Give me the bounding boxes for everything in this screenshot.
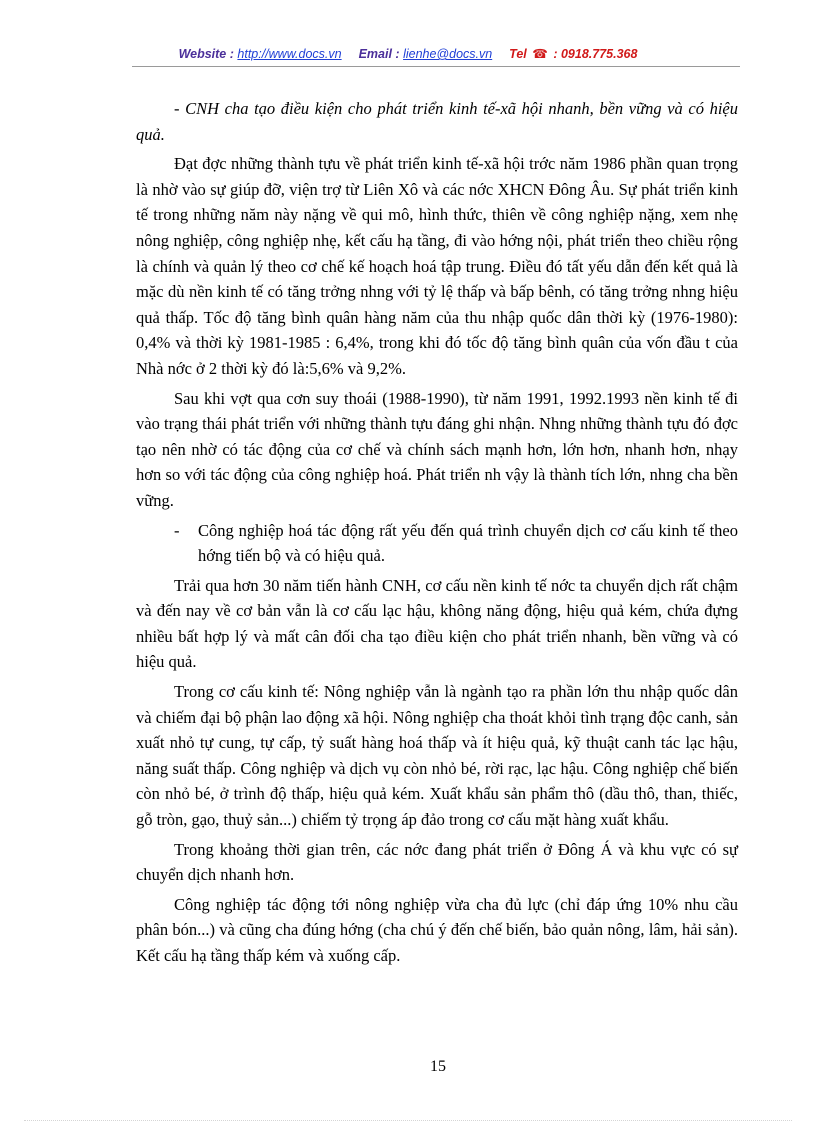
page-header — [0, 46, 816, 61]
bullet-dash: - — [174, 520, 180, 540]
paragraph-5: Trong khoảng thời gian trên, các nớc đang phát triển ở Đông Á và khu vực có sự chuyển dịch nhanh hơn. — [136, 839, 738, 885]
paragraph-2: Sau khi vợt qua cơn suy thoái (1988-1990), từ năm 1991, 1992.1993 nền kinh tế đi vào trạng thái phát triển với những thành tựu đáng ghi nhận. Nhng những thành tựu đó đợc tạo nên nhờ có tác động của cơ chế và chính sách mạnh hơn, lớn hơn, nhanh hơn, nhạy hơn so với tác động của công nghiệp hoá. Phát triển nh vậy là thành tích lớn, nhng cha bền vững. — [136, 388, 738, 510]
phone-icon: ☎ — [532, 47, 548, 61]
tel-number: : 0918.775.368 — [553, 47, 638, 61]
paragraph-1: Đạt đợc những thành tựu về phát triển kinh tế-xã hội trớc năm 1986 phần quan trọng là nhờ vào sự giúp đỡ, viện trợ từ Liên Xô và các nớc XHCN Đông Âu. Sự phát triển kinh tế trong những năm này nặng về qui mô, hình thức, thiên về công nghiệp nặng, xem nhẹ nông nghiệp, công nghiệp nhẹ, kết cấu hạ tầng, đi vào hớng nội, phát triển theo chiều rộng là chính và quản lý theo cơ chế kế hoạch hoá tập trung. Điều đó tất yếu dẫn đến kết quả là mặc dù nền kinh tế có tăng trởng nhng với tỷ lệ thấp và bấp bênh, có tăng trởng nhng hiệu quả thấp. Tốc độ tăng bình quân hàng năm của thu nhập quốc dân thời kỳ (1976-1980): 0,4% và thời kỳ 1981-1985 : 6,4%, trong khi đó tốc độ tăng bình quân của vốn đầu t của Nhà nớc ở 2 thời kỳ đó là:5,6% và 9,2%. — [136, 154, 738, 378]
page-number: 15 — [430, 1058, 446, 1075]
website-link[interactable]: http://www.docs.vn — [237, 47, 342, 61]
email-link[interactable]: lienhe@docs.vn — [403, 47, 493, 61]
document-body — [136, 96, 738, 973]
tel-label: Tel — [509, 47, 527, 61]
footer-divider — [24, 1120, 792, 1121]
bullet-item — [174, 518, 738, 569]
bullet-text: Công nghiệp hoá tác động rất yếu đến quá trình chuyển dịch cơ cấu kinh tế theo hớng tiến bộ và có hiệu quả. — [198, 520, 738, 566]
paragraph-6: Công nghiệp tác động tới nông nghiệp vừa cha đủ lực (chỉ đáp ứng 10% nhu cầu phân bón...) và cũng cha đúng hớng (cha chú ý đến chế biến, bảo quản nông, lâm, hải sản). Kết cấu hạ tầng thấp kém và xuống cấp. — [136, 894, 738, 965]
intro-paragraph: - CNH cha tạo điều kiện cho phát triển kinh tế-xã hội nhanh, bền vững và có hiệu quả. — [136, 99, 738, 144]
website-label: Website : — [178, 47, 234, 61]
paragraph-4: Trong cơ cấu kinh tế: Nông nghiệp vẫn là ngành tạo ra phần lớn thu nhập quốc dân và chiếm đại bộ phận lao động xã hội. Nông nghiệp cha thoát khỏi tình trạng độc canh, sản xuất nhỏ tự cung, tự cấp, tỷ suất hàng hoá thấp và ít hiệu quả, kỹ thuật canh tác lạc hậu, năng suất thấp. Công nghiệp và dịch vụ còn nhỏ bé, rời rạc, lạc hậu. Công nghiệp chế biến còn nhỏ bé, ở trình độ thấp, hiệu quả kém. Xuất khẩu sản phẩm thô (dầu thô, than, thiếc, gỗ tròn, gạo, thuỷ sản...) chiếm tỷ trọng áp đảo trong cơ cấu mặt hàng xuất khẩu. — [136, 682, 738, 830]
paragraph-3: Trải qua hơn 30 năm tiến hành CNH, cơ cấu nền kinh tế nớc ta chuyển dịch rất chậm và đến nay về cơ bản vẫn là cơ cấu lạc hậu, không năng động, hiệu quả kém, chứa đựng nhiều bất hợp lý và mất cân đối cha tạo điều kiện cho phát triển nhanh, bền vững và có hiệu quả. — [136, 575, 738, 672]
email-label: Email : — [358, 47, 400, 61]
header-rule — [132, 66, 740, 67]
